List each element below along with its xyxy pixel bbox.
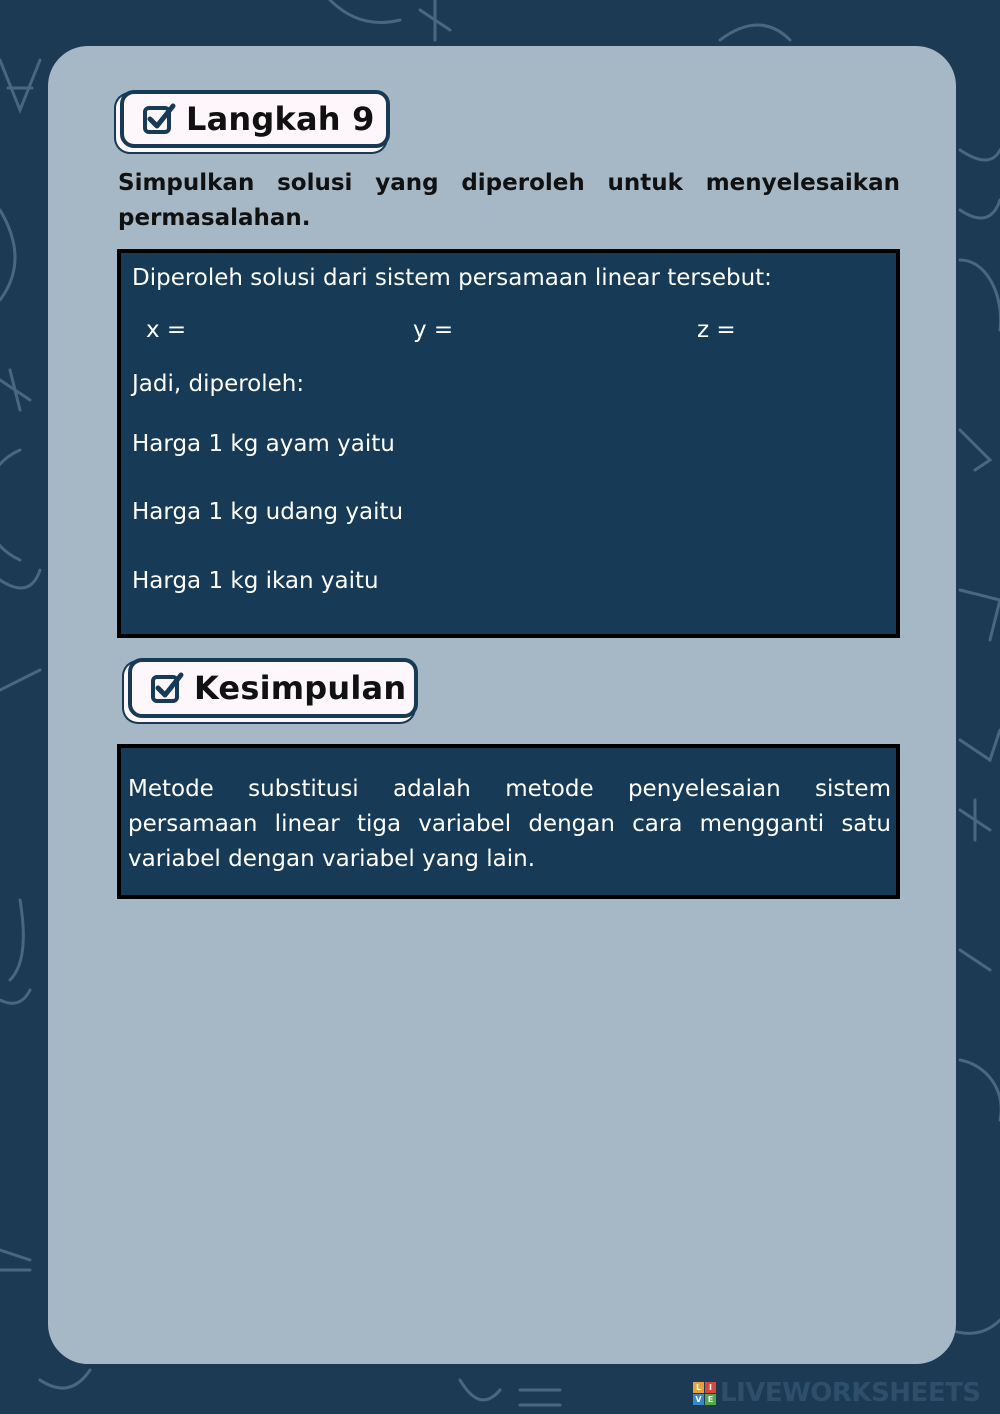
conclusion-text: Metode substitusi adalah metode penyelesaian sistem persamaan linear tiga variabel dengan cara mengganti satu variabel dengan variabel yang lain. <box>128 776 891 872</box>
liveworksheets-logo[interactable] <box>693 1378 981 1408</box>
price-ayam-label: Harga 1 kg ayam yaitu <box>132 431 395 457</box>
conclusion-box <box>117 744 900 899</box>
logo-badge-icon: L I V E <box>693 1382 716 1405</box>
z-answer-label: z = <box>697 317 736 343</box>
logo-text: LIVEWORKSHEETS <box>720 1378 981 1408</box>
step-instruction: Simpulkan solusi yang diperoleh untuk menyelesaikan permasalahan. <box>118 170 900 231</box>
price-udang-label: Harga 1 kg udang yaitu <box>132 499 404 525</box>
step-title-tag <box>120 90 390 148</box>
x-answer-label: x = <box>146 317 187 343</box>
conclusion-title-tag <box>128 658 418 718</box>
conclusion-title: Kesimpulan <box>194 669 407 707</box>
checkbox-check-icon <box>142 102 176 136</box>
step-title: Langkah 9 <box>186 100 375 138</box>
y-answer-label: y = <box>413 317 454 343</box>
answer-box <box>117 249 900 638</box>
checkbox-check-icon <box>150 671 184 705</box>
price-ikan-label: Harga 1 kg ikan yaitu <box>132 568 379 594</box>
answer-intro: Diperoleh solusi dari sistem persamaan linear tersebut: <box>132 265 772 291</box>
jadi-label: Jadi, diperoleh: <box>132 371 305 397</box>
